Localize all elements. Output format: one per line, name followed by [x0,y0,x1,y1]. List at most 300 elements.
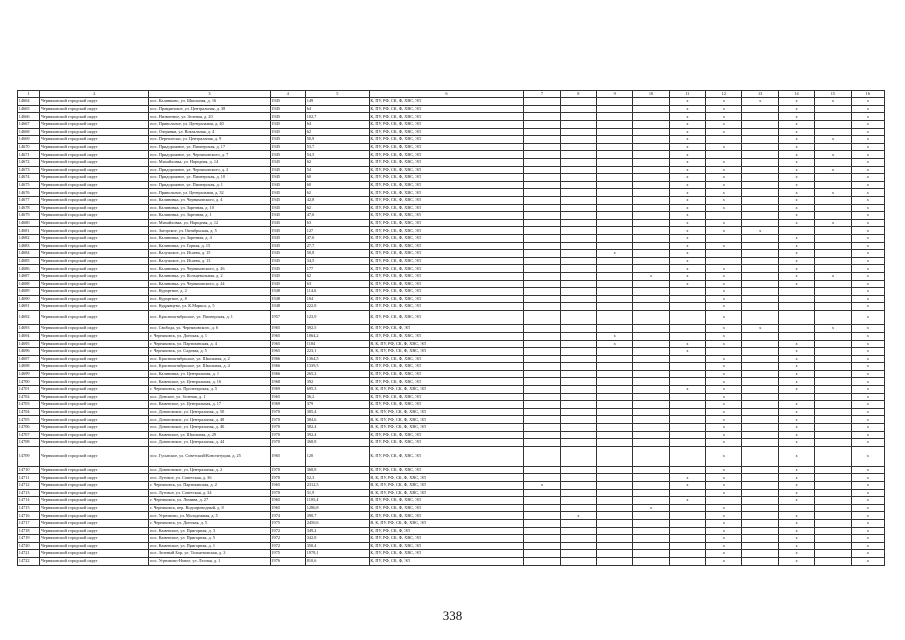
work-mark-col-13: x [742,227,778,235]
work-mark-col-15 [815,363,851,371]
table-row [18,557,885,565]
work-mark-col-7 [524,431,560,439]
work-mark-col-12 [706,257,742,265]
record-number: 14681 [18,227,40,235]
build-year: 1945 [270,234,305,242]
table-row [18,446,885,466]
work-mark-col-10 [633,401,669,409]
work-mark-col-15 [815,489,851,497]
work-mark-col-13 [742,166,778,174]
area-value: 392,4 [305,431,369,439]
work-mark-col-7 [524,370,560,378]
work-mark-col-12: x [706,535,742,543]
address: пос. Угрюмово, ул. Молодежная, д. 5 [149,512,270,520]
work-mark-col-14: x [778,550,814,558]
work-mark-col-16: x [851,370,884,378]
area-value: 695,3 [305,386,369,394]
work-mark-col-16: x [851,416,884,424]
municipality: Черняховский городской округ [40,219,149,227]
work-mark-col-7 [524,424,560,432]
work-mark-col-11 [669,288,705,296]
work-mark-col-14: x [778,143,814,151]
column-number-14: 14 [778,91,814,98]
systems-list: К, ПУ, РФ, СК, Ф, ХВС, ЭЛ [369,378,524,386]
work-mark-col-16: x [851,550,884,558]
work-mark-col-14: x [778,174,814,182]
work-mark-col-14: x [778,197,814,205]
address: пос. Доватовское, ул. Центральная, д. 46 [149,424,270,432]
work-mark-col-8: x [560,512,596,520]
work-mark-col-10 [633,497,669,505]
record-number: 14711 [18,474,40,482]
work-mark-col-13 [742,512,778,520]
work-mark-col-10 [633,197,669,205]
municipality: Черняховский городской округ [40,242,149,250]
work-mark-col-9 [596,234,632,242]
systems-list: К, ПУ, РФ, СК, Ф, ХВС, ЭЛ [369,227,524,235]
work-mark-col-10 [633,204,669,212]
area-value: 379 [305,401,369,409]
work-mark-col-14: x [778,105,814,113]
work-mark-col-14 [778,227,814,235]
work-mark-col-14 [778,303,814,311]
work-mark-col-16: x [851,280,884,288]
record-number: 14686 [18,265,40,273]
work-mark-col-8 [560,466,596,474]
work-mark-col-7 [524,280,560,288]
record-number: 14693 [18,325,40,333]
column-number-4: 4 [270,91,305,98]
work-mark-col-9 [596,542,632,550]
address: г. Черняховск, ул. Ломина, д. 27 [149,497,270,505]
municipality: Черняховский городской округ [40,250,149,258]
work-mark-col-15 [815,143,851,151]
work-mark-col-7 [524,489,560,497]
work-mark-col-9 [596,446,632,466]
work-mark-col-8 [560,250,596,258]
table-row [18,355,885,363]
work-mark-col-9 [596,197,632,205]
work-mark-col-10 [633,288,669,296]
work-mark-col-12: x [706,332,742,340]
work-mark-col-10 [633,325,669,333]
work-mark-col-12: x [706,474,742,482]
work-mark-col-10 [633,174,669,182]
work-mark-col-11: x [669,151,705,159]
work-mark-col-16: x [851,393,884,401]
area-value: 368,8 [305,439,369,447]
work-mark-col-12: x [706,265,742,273]
work-mark-col-16: x [851,482,884,490]
address: пос. Доватовское, ул. Центральная, д. 44 [149,439,270,447]
work-mark-col-13 [742,519,778,527]
work-mark-col-10 [633,482,669,490]
table-row [18,370,885,378]
address: пос. Каменское, ул. Пригорная, д. 3 [149,527,270,535]
work-mark-col-13 [742,370,778,378]
area-value: 47,6 [305,234,369,242]
work-mark-col-14: x [778,401,814,409]
work-mark-col-13 [742,105,778,113]
work-mark-col-10 [633,227,669,235]
work-mark-col-14: x [778,446,814,466]
work-mark-col-11: x [669,121,705,129]
municipality: Черняховский городской округ [40,204,149,212]
work-mark-col-11: x [669,166,705,174]
work-mark-col-9 [596,181,632,189]
work-mark-col-8 [560,519,596,527]
work-mark-col-14: x [778,159,814,167]
work-mark-col-13 [742,288,778,296]
work-mark-col-10 [633,355,669,363]
work-mark-col-13 [742,189,778,197]
work-mark-col-11 [669,431,705,439]
work-mark-col-11: x [669,234,705,242]
work-mark-col-11: x [669,113,705,121]
work-mark-col-12: x [706,557,742,565]
work-mark-col-8 [560,242,596,250]
work-mark-col-8 [560,550,596,558]
work-mark-col-11: x [669,257,705,265]
work-mark-col-15 [815,439,851,447]
work-mark-col-16: x [851,424,884,432]
work-mark-col-15 [815,113,851,121]
municipality: Черняховский городской округ [40,166,149,174]
work-mark-col-8 [560,136,596,144]
work-mark-col-12: x [706,197,742,205]
table-row [18,234,885,242]
work-mark-col-11: x [669,348,705,356]
record-number: 14669 [18,136,40,144]
record-number: 14706 [18,424,40,432]
record-number: 14717 [18,519,40,527]
work-mark-col-12: x [706,416,742,424]
municipality: Черняховский городской округ [40,363,149,371]
address: пос. Калиновка, ул. Заречная, д. 1 [149,212,270,220]
table-row [18,257,885,265]
area-value: 349,2 [305,527,369,535]
work-mark-col-10 [633,189,669,197]
table-row [18,386,885,394]
table-row [18,98,885,106]
column-number-10: 10 [633,91,669,98]
work-mark-col-14: x [778,189,814,197]
systems-list: В, К, ПУ, РФ, СК, Ф, ХВС, ЭЛ [369,408,524,416]
work-mark-col-15: x [815,272,851,280]
address: пос. Калинково, ул. Школьная, д. 16 [149,98,270,106]
address: г. Черняховск, ул. Донская, д. 5 [149,519,270,527]
work-mark-col-8 [560,181,596,189]
work-mark-col-13 [742,181,778,189]
municipality: Черняховский городской округ [40,416,149,424]
area-value: 120 [305,446,369,466]
work-mark-col-15 [815,504,851,512]
work-mark-col-13 [742,303,778,311]
work-mark-col-8 [560,446,596,466]
work-mark-col-16: x [851,98,884,106]
work-mark-col-15 [815,557,851,565]
work-mark-col-16: x [851,489,884,497]
work-mark-col-10 [633,466,669,474]
table-row [18,550,885,558]
work-mark-col-9 [596,355,632,363]
work-mark-col-10 [633,348,669,356]
record-number: 14670 [18,143,40,151]
work-mark-col-12 [706,151,742,159]
address: пос. Каменское, ул. Пригорная, д. 5 [149,535,270,543]
municipality: Черняховский городской округ [40,393,149,401]
work-mark-col-14: x [778,466,814,474]
municipality: Черняховский городской округ [40,295,149,303]
work-mark-col-10 [633,550,669,558]
area-value: 60 [305,181,369,189]
work-mark-col-10 [633,303,669,311]
work-mark-col-11: x [669,181,705,189]
work-mark-col-15 [815,348,851,356]
work-mark-col-12: x [706,189,742,197]
build-year: 1945 [270,128,305,136]
work-mark-col-9 [596,227,632,235]
work-mark-col-8 [560,416,596,424]
work-mark-col-9 [596,325,632,333]
work-mark-col-14: x [778,363,814,371]
systems-list: К, ПУ, РФ, СК, Ф, ХВС, ЭЛ [369,280,524,288]
work-mark-col-10 [633,424,669,432]
area-value: 62 [305,128,369,136]
work-mark-col-15 [815,197,851,205]
work-mark-col-15 [815,416,851,424]
record-number: 14665 [18,105,40,113]
work-mark-col-14: x [778,355,814,363]
address: пос. Калиновка, ул. Черняховского, д. 26 [149,265,270,273]
work-mark-col-16: x [851,332,884,340]
work-mark-col-16: x [851,151,884,159]
work-mark-col-9 [596,408,632,416]
build-year: 1965 [270,393,305,401]
work-mark-col-12 [706,212,742,220]
municipality: Черняховский городской округ [40,401,149,409]
work-mark-col-7 [524,325,560,333]
work-mark-col-13 [742,482,778,490]
record-number: 14682 [18,234,40,242]
work-mark-col-9 [596,257,632,265]
work-mark-col-8 [560,439,596,447]
work-mark-col-16: x [851,121,884,129]
area-value: 2450,6 [305,519,369,527]
work-mark-col-9 [596,363,632,371]
table-row [18,416,885,424]
work-mark-col-11 [669,489,705,497]
address: пос. Переплески, ул. Центральная, д. 9 [149,136,270,144]
work-mark-col-11 [669,325,705,333]
work-mark-col-16: x [851,113,884,121]
work-mark-col-7 [524,128,560,136]
work-mark-col-7 [524,159,560,167]
work-mark-col-11: x [669,204,705,212]
municipality: Черняховский городской округ [40,227,149,235]
work-mark-col-16: x [851,174,884,182]
build-year: 1945 [270,143,305,151]
work-mark-col-16: x [851,136,884,144]
work-mark-col-9: x [596,340,632,348]
work-mark-col-12: x [706,105,742,113]
work-mark-col-16: x [851,197,884,205]
address: г. Черняховск, ул. Садовая, д. 5 [149,348,270,356]
work-mark-col-10 [633,265,669,273]
work-mark-col-12: x [706,424,742,432]
work-mark-col-10 [633,474,669,482]
work-mark-col-12: x [706,401,742,409]
work-mark-col-10 [633,242,669,250]
table-body [18,91,885,566]
work-mark-col-8 [560,121,596,129]
build-year: 1945 [270,257,305,265]
work-mark-col-11 [669,504,705,512]
address: пос. Каменское, ул. Центральная, д. 16 [149,378,270,386]
work-mark-col-11: x [669,497,705,505]
record-number: 14712 [18,482,40,490]
area-value: 1184 [305,340,369,348]
work-mark-col-13 [742,204,778,212]
work-mark-col-13: x [742,98,778,106]
work-mark-col-9 [596,386,632,394]
work-mark-col-15 [815,378,851,386]
address: пос. Михайловка, ул. Народная, д. 12 [149,219,270,227]
work-mark-col-16: x [851,219,884,227]
work-mark-col-13 [742,219,778,227]
work-mark-col-16: x [851,242,884,250]
municipality: Черняховский городской округ [40,105,149,113]
work-mark-col-16: x [851,325,884,333]
work-mark-col-8 [560,234,596,242]
work-mark-col-7 [524,401,560,409]
record-number: 14710 [18,466,40,474]
work-mark-col-14: x [778,272,814,280]
systems-list: К, ПУ, РФ, СК, Ф, ХВС, ЭЛ [369,166,524,174]
work-mark-col-13 [742,242,778,250]
work-mark-col-7 [524,166,560,174]
work-mark-col-15: x [815,219,851,227]
work-mark-col-7 [524,189,560,197]
table-row [18,174,885,182]
systems-list: В, К, ПУ, РФ, СК, Ф, ХВС, ЭЛ [369,424,524,432]
work-mark-col-8 [560,401,596,409]
record-number: 14687 [18,272,40,280]
column-number-13: 13 [742,91,778,98]
table-row [18,121,885,129]
work-mark-col-16: x [851,497,884,505]
work-mark-col-14: x [778,181,814,189]
work-mark-col-13 [742,431,778,439]
systems-list: К, ПУ, РФ, СК, Ф, ХВС, ЭЛ [369,181,524,189]
work-mark-col-7 [524,557,560,565]
record-number: 14694 [18,332,40,340]
work-mark-col-15 [815,204,851,212]
work-mark-col-11: x [669,272,705,280]
municipality: Черняховский городской округ [40,408,149,416]
work-mark-col-8 [560,113,596,121]
build-year: 1972 [270,535,305,543]
work-mark-col-9 [596,416,632,424]
work-mark-col-14: x [778,121,814,129]
work-mark-col-13 [742,542,778,550]
work-mark-col-8 [560,197,596,205]
table-row [18,265,885,273]
table-row [18,272,885,280]
work-mark-col-11 [669,527,705,535]
work-mark-col-12: x [706,98,742,106]
address: пос. Придорожное, ул. Пионерская, д. 1 [149,181,270,189]
area-value: 62 [305,189,369,197]
work-mark-col-12: x [706,340,742,348]
work-mark-col-9 [596,310,632,324]
work-mark-col-8 [560,310,596,324]
work-mark-col-16: x [851,439,884,447]
municipality: Черняховский городской округ [40,482,149,490]
systems-list: К, ПУ, РФ, СК, Ф, ХВС, ЭЛ [369,204,524,212]
record-number: 14697 [18,355,40,363]
work-mark-col-15 [815,250,851,258]
build-year: 1974 [270,512,305,520]
work-mark-col-10 [633,98,669,106]
work-mark-col-9 [596,489,632,497]
work-mark-col-7 [524,519,560,527]
work-mark-col-10 [633,159,669,167]
address: пос. Привольное, ул. Центральная, д. 40 [149,121,270,129]
work-mark-col-12: x [706,370,742,378]
address: г. Черняховск, ул. Пролетарская, д. 5 [149,386,270,394]
municipality: Черняховский городской округ [40,527,149,535]
municipality: Черняховский городской округ [40,325,149,333]
table-row [18,136,885,144]
work-mark-col-7 [524,212,560,220]
build-year: 1945 [270,181,305,189]
work-mark-col-14: x [778,408,814,416]
work-mark-col-8 [560,151,596,159]
work-mark-col-11 [669,310,705,324]
work-mark-col-7 [524,497,560,505]
work-mark-col-7 [524,310,560,324]
work-mark-col-14: x [778,431,814,439]
municipality: Черняховский городской округ [40,128,149,136]
work-mark-col-10 [633,535,669,543]
table-row [18,325,885,333]
work-mark-col-14: x [778,535,814,543]
work-mark-col-7 [524,504,560,512]
work-mark-col-7 [524,197,560,205]
work-mark-col-13 [742,136,778,144]
systems-list: К, ПУ, РФ, СК, Ф, ХВС, ЭЛ [369,242,524,250]
work-mark-col-7 [524,105,560,113]
table-row [18,527,885,535]
work-mark-col-10 [633,250,669,258]
work-mark-col-15 [815,181,851,189]
systems-list: В, К, ПУ, РФ, СК, Ф, ХВС, ЭЛ [369,474,524,482]
record-number: 14699 [18,370,40,378]
work-mark-col-12: x [706,431,742,439]
work-mark-col-15 [815,234,851,242]
work-mark-col-12: x [706,363,742,371]
work-mark-col-16: x [851,431,884,439]
area-value: 62 [305,272,369,280]
work-mark-col-10 [633,431,669,439]
work-mark-col-15: x [815,136,851,144]
work-mark-col-11: x [669,136,705,144]
work-mark-col-8 [560,325,596,333]
municipality: Черняховский городской округ [40,310,149,324]
work-mark-col-7 [524,113,560,121]
work-mark-col-10 [633,416,669,424]
